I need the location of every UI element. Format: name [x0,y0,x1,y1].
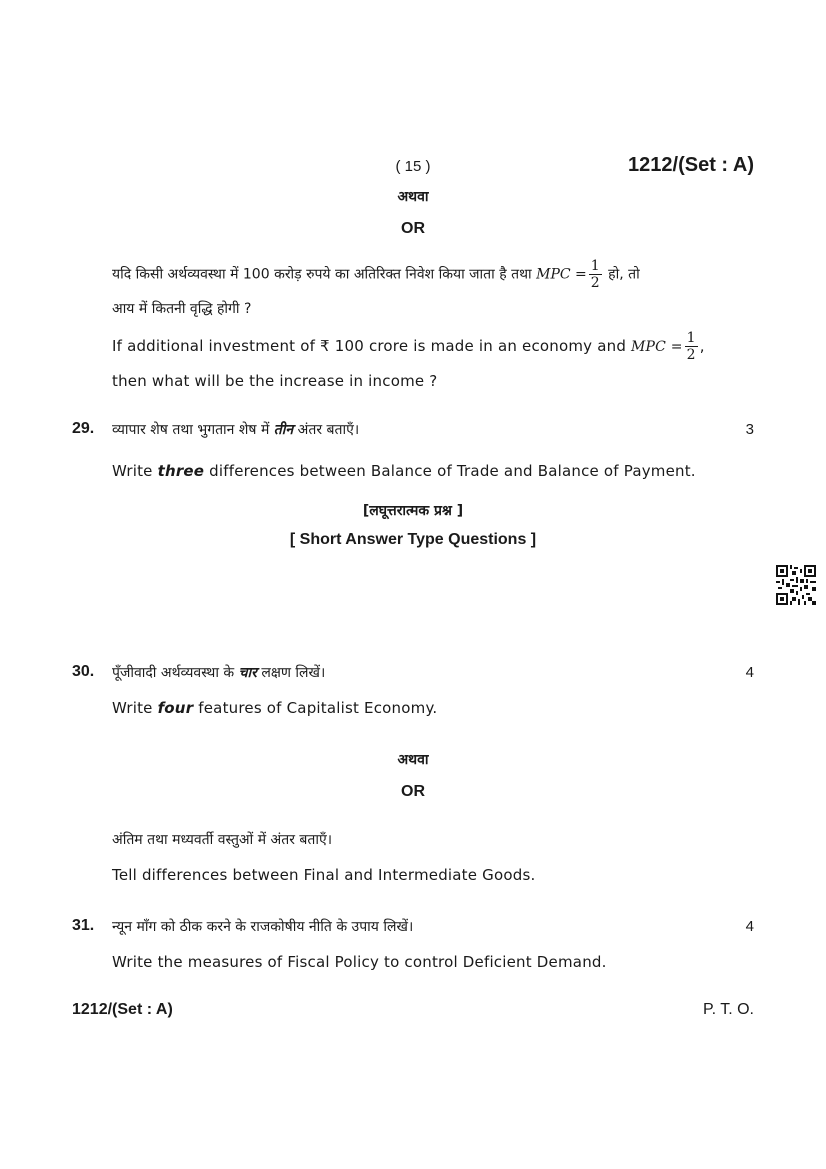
q30-hindi: पूँजीवादी अर्थव्यवस्था के चार लक्षण लिखें। [112,665,326,681]
q30-or-english: Tell differences between Final and Intermediate Goods. [112,866,536,884]
q29-number: 29. [72,420,95,437]
q29-english: Write three differences between Balance of Trade and Balance of Payment. [112,462,696,480]
or-english-1: OR [401,220,425,237]
q29-marks: 3 [745,421,754,438]
or-english-2: OR [401,783,425,800]
q30-marks: 4 [745,664,754,681]
q31-number: 31. [72,917,95,934]
set-code-footer: 1212/(Set : A) [72,1001,173,1018]
q28-or-english-line1: If additional investment of ₹ 100 crore is made in an economy and MPC = $\frac{1}{2}$ , [112,330,705,363]
q29-hindi: व्यापार शेष तथा भुगतान शेष में तीन अंतर बताएँ। [112,422,360,438]
q30-english-emph: four [157,699,194,717]
page-number: ( 15 ) [395,158,431,175]
q31-hindi: न्यून माँग को ठीक करने के राजकोषीय नीति के उपाय लिखें। [112,919,414,935]
q31-english: Write the measures of Fiscal Policy to control Deficient Demand. [112,953,607,971]
q30-hindi-emph: चार [238,665,257,681]
q28-hindi-prefix: यदि किसी अर्थव्यवस्था में 100 करोड़ रुपये का अतिरिक्त निवेश किया जाता है तथा [112,266,532,283]
set-code-header: 1212/(Set : A) [628,154,754,176]
section-heading-english: [ Short Answer Type Questions ] [289,531,537,548]
q29-hindi-emph: तीन [273,422,294,438]
q31-marks: 4 [745,918,754,935]
fraction-half-english: $\frac{1}{2}$ [686,330,696,363]
q28-or-english-line2: then what will be the increase in income ? [112,372,438,390]
section-heading-hindi: [लघूत्तरात्मक प्रश्न ] [362,503,464,519]
qr-code-icon [776,565,816,605]
q30-or-hindi: अंतिम तथा मध्यवर्ती वस्तुओं में अंतर बताएँ। [112,832,333,848]
q30-english: Write four features of Capitalist Economy. [112,699,438,717]
q30-number: 30. [72,663,95,680]
or-hindi-2: अथवा [397,752,429,768]
pto-label: P. T. O. [703,1001,754,1018]
or-hindi-1: अथवा [397,189,429,205]
q28-hindi-suffix: हो, तो [608,266,640,283]
q28-or-hindi-line2: आय में कितनी वृद्धि होगी ? [112,301,252,317]
q28-english-prefix: If additional investment of ₹ 100 crore is made in an economy and [112,337,627,355]
mpc-label-english: MPC = [631,339,683,355]
mpc-label-hindi: MPC = [536,266,587,283]
q29-english-emph: three [157,462,205,480]
q28-or-hindi-line1 [112,258,757,291]
fraction-half-hindi: $\frac{1}{2}$ [590,258,600,291]
